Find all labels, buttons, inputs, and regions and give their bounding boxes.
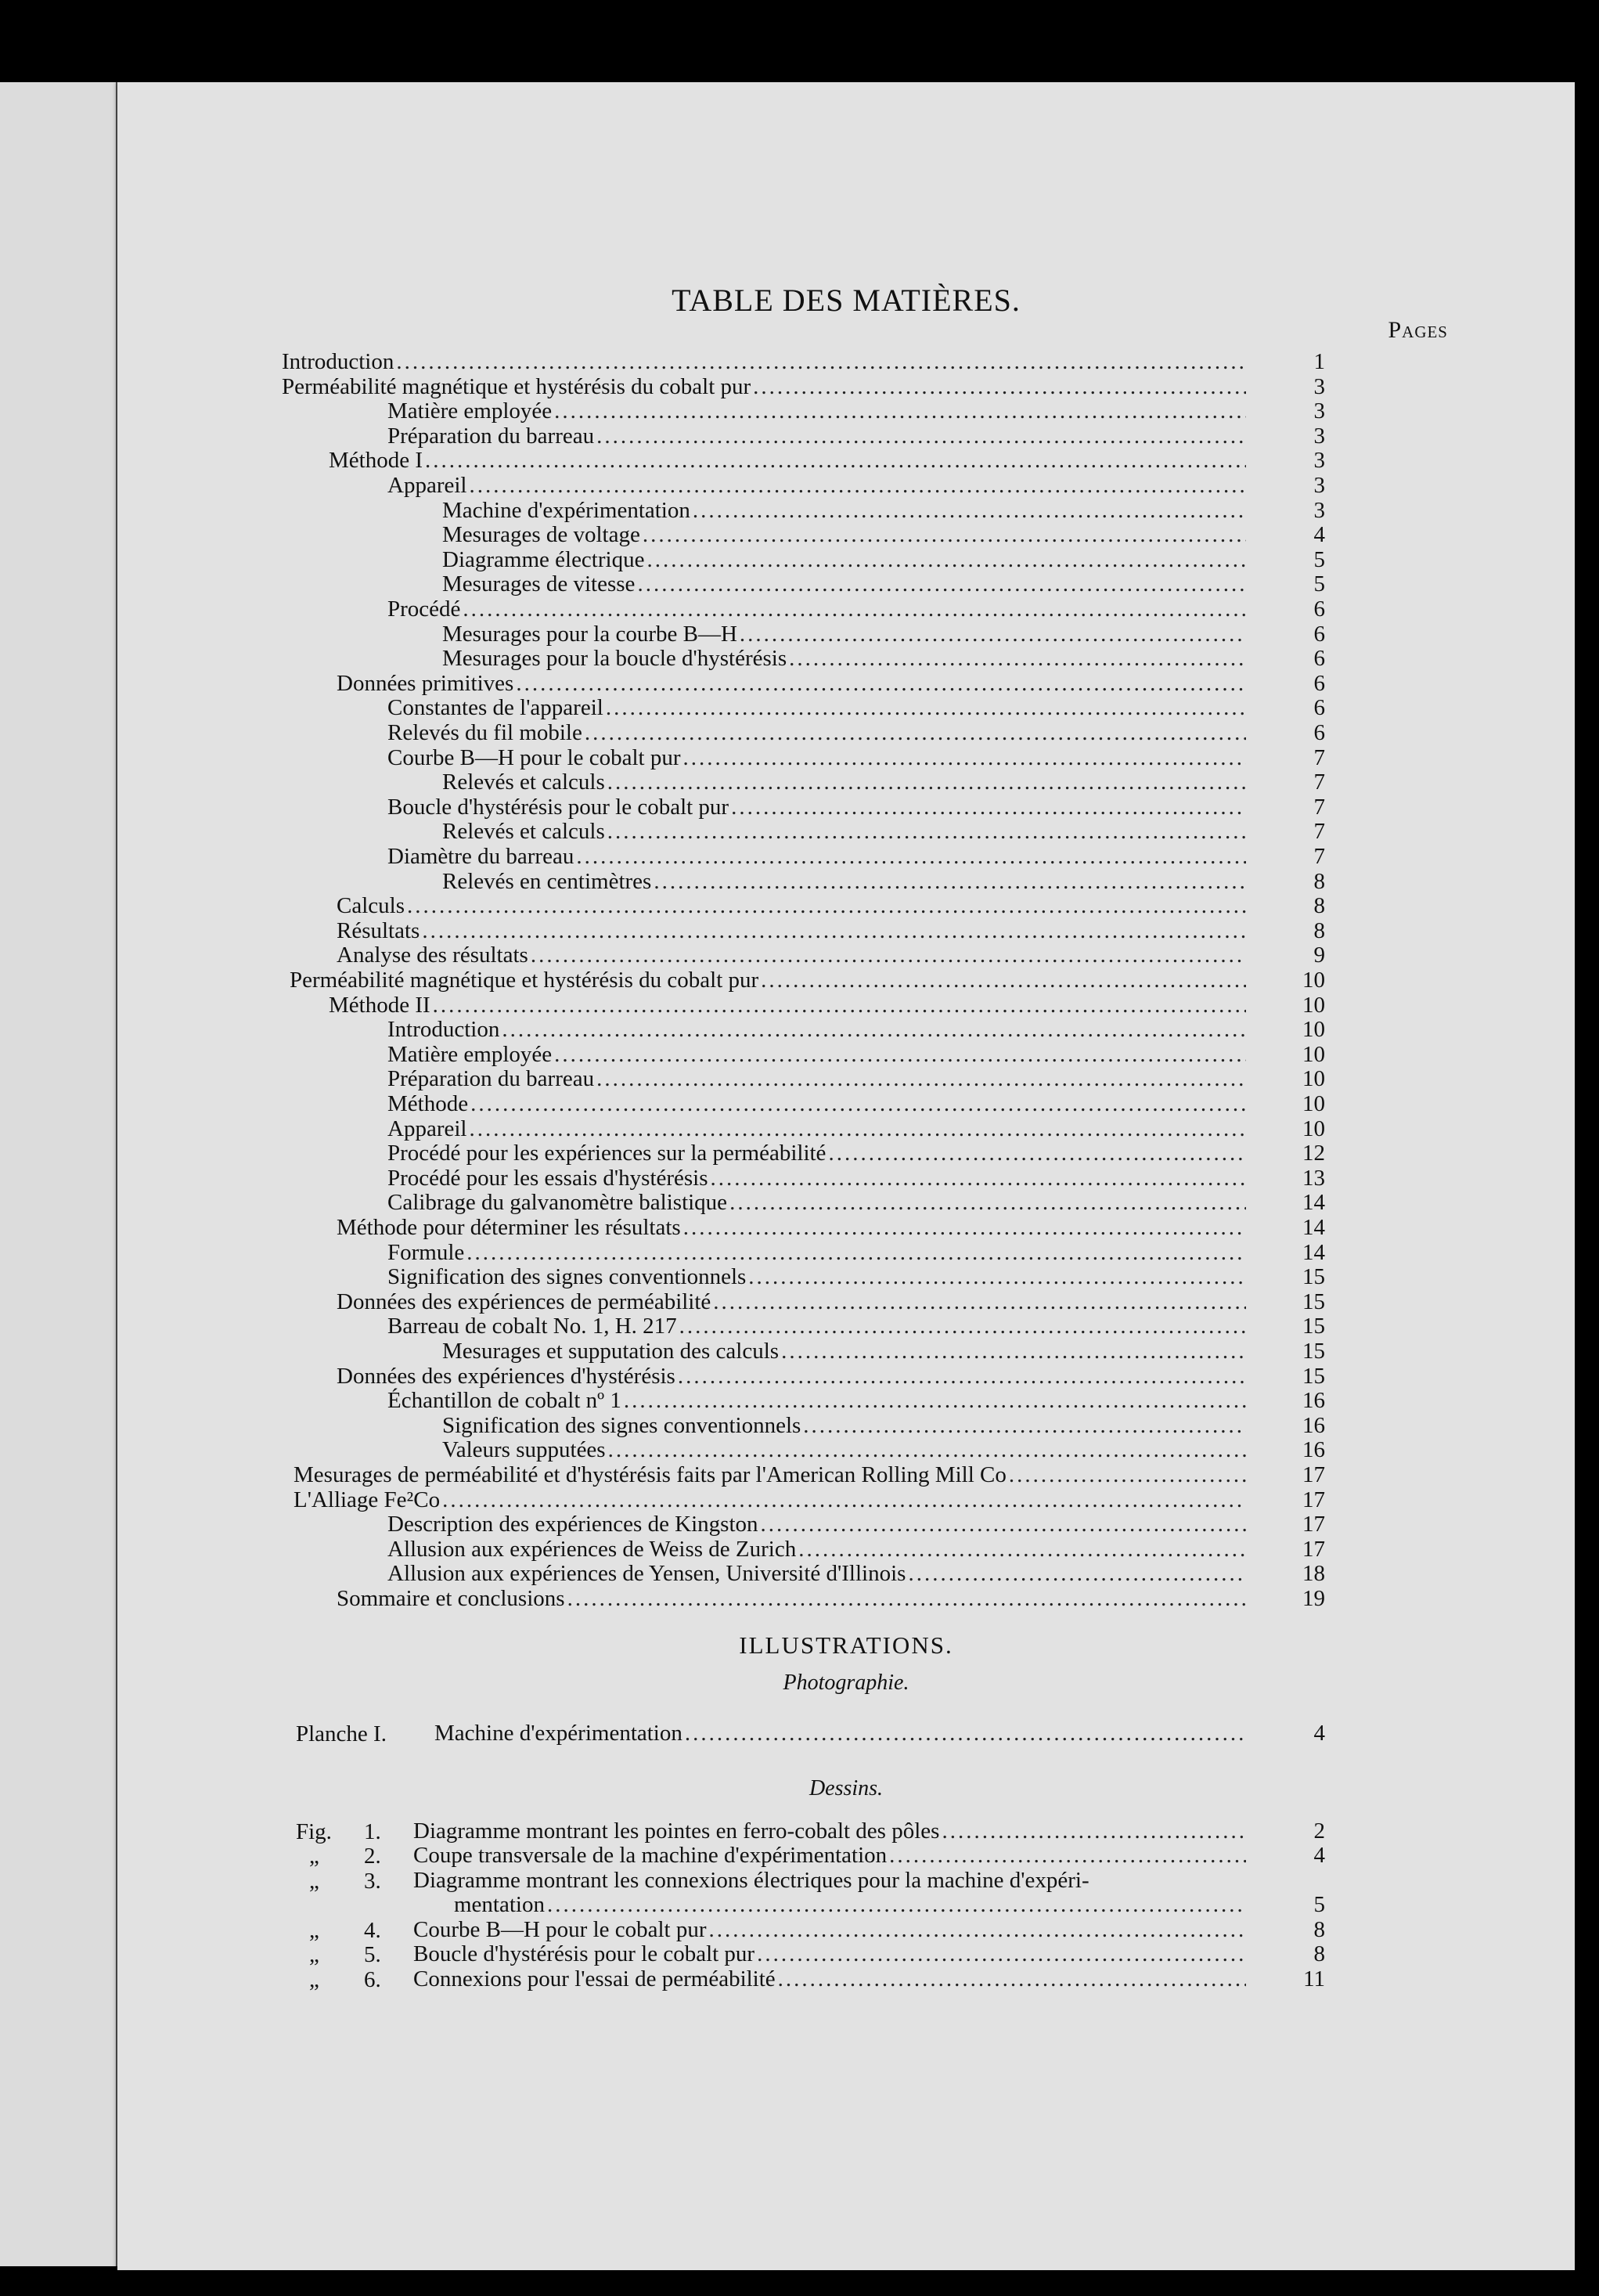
toc-entry	[387, 423, 1325, 449]
dot-leader	[646, 548, 1246, 572]
entry-text: Mesurages et supputation des calculs	[442, 1339, 780, 1364]
toc-entry	[442, 497, 1325, 523]
figure-entry	[413, 1843, 1325, 1869]
dot-leader	[606, 696, 1246, 720]
entry-text: Méthode I	[329, 448, 423, 474]
page-number: 14	[1302, 1239, 1325, 1265]
page-number: 3	[1313, 448, 1325, 474]
toc-entry	[442, 646, 1325, 672]
dot-leader	[828, 1141, 1246, 1166]
entry-text: Relevés et calculs	[442, 819, 605, 845]
toc-entry	[337, 1363, 1325, 1389]
page-number: 10	[1302, 992, 1325, 1018]
entry-text: Préparation du barreau	[387, 1066, 595, 1092]
dot-leader	[396, 350, 1246, 374]
toc-entry	[442, 522, 1325, 548]
toc-entry	[337, 917, 1325, 943]
toc-entry	[387, 844, 1325, 869]
document-page	[117, 82, 1575, 2270]
entry-text: Méthode II	[329, 992, 430, 1018]
dot-leader	[516, 672, 1246, 696]
entry-text: Introduction	[282, 349, 394, 374]
dot-leader	[607, 820, 1246, 844]
entry-text: Diamètre du barreau	[387, 844, 574, 869]
dot-leader	[607, 770, 1246, 795]
entry-text: Calculs	[337, 893, 405, 919]
entry-text: Analyse des résultats	[337, 943, 528, 968]
toc-entry	[442, 868, 1325, 894]
page-number: 17	[1302, 1512, 1325, 1537]
dot-leader	[422, 919, 1246, 943]
entry-text: Données des expériences de perméabilité	[337, 1289, 711, 1314]
toc-entry	[442, 770, 1325, 795]
dot-leader	[463, 597, 1246, 622]
page-number: 14	[1302, 1215, 1325, 1240]
toc-entry	[442, 571, 1325, 597]
page-number: 15	[1302, 1264, 1325, 1290]
dot-leader	[731, 795, 1246, 820]
page-number: 13	[1302, 1165, 1325, 1191]
entry-text: Mesurages de perméabilité et d'hystérésis faits par l'American Rolling Mill Co	[294, 1462, 1007, 1487]
dot-leader	[761, 968, 1246, 993]
figure-entry	[413, 1818, 1325, 1844]
toc-entry	[387, 1066, 1325, 1092]
figure-number: 4.	[364, 1917, 381, 1943]
figure-number: 6.	[364, 1966, 381, 1992]
figure-entry	[413, 1941, 1325, 1967]
entry-text: Signification des signes conventionnels	[387, 1264, 747, 1290]
toc-entry	[337, 1586, 1325, 1611]
entry-text: Calibrage du galvanomètre balistique	[387, 1190, 728, 1216]
figure-number: 2.	[364, 1844, 381, 1869]
toc-entry	[442, 621, 1325, 647]
drawings-subheading: Dessins.	[809, 1775, 884, 1800]
toc-entry	[387, 398, 1325, 424]
toc-entry	[387, 695, 1325, 721]
dot-leader	[547, 1893, 1246, 1917]
toc-entry	[329, 448, 1325, 474]
page-number: 3	[1313, 473, 1325, 498]
entry-text: Procédé	[387, 597, 461, 622]
figure-number: 5.	[364, 1942, 381, 1968]
dot-leader	[608, 1438, 1246, 1462]
toc-entry	[442, 1412, 1325, 1438]
dot-leader	[942, 1819, 1246, 1844]
dot-leader	[789, 647, 1246, 671]
page-number: 17	[1302, 1487, 1325, 1512]
entry-text: Barreau de cobalt No. 1, H. 217	[387, 1314, 677, 1339]
dot-leader	[753, 375, 1246, 399]
dot-leader	[761, 1512, 1246, 1537]
page-number: 15	[1302, 1363, 1325, 1389]
dot-leader	[425, 449, 1246, 473]
dot-leader	[596, 1067, 1246, 1091]
figure-prefix: „	[309, 1868, 319, 1894]
dot-leader	[643, 523, 1246, 547]
page-number: 3	[1313, 423, 1325, 449]
figure-prefix: Fig.	[296, 1818, 332, 1844]
page-number: 1	[1313, 349, 1325, 374]
page-number: 4	[1313, 1720, 1325, 1746]
toc-entry	[282, 349, 1325, 374]
figure-prefix: „	[309, 1844, 319, 1869]
dot-leader	[469, 1117, 1246, 1141]
entry-text: Relevés en centimètres	[442, 868, 652, 894]
entry-text: Mesurages de voltage	[442, 522, 640, 548]
toc-entry	[387, 1165, 1325, 1191]
entry-text: Machine d'expérimentation	[434, 1720, 682, 1746]
entry-text: Allusion aux expériences de Weiss de Zurich	[387, 1536, 797, 1562]
figure-number: 1.	[364, 1818, 381, 1844]
page-number: 7	[1313, 744, 1325, 770]
toc-entry	[387, 1388, 1325, 1414]
dot-leader	[470, 1092, 1246, 1116]
entry-text: Données primitives	[337, 670, 514, 696]
entry-text: Diagramme montrant les connexions électriques pour la machine d'expéri-	[413, 1867, 1089, 1893]
dot-leader	[803, 1414, 1246, 1438]
page-number: 6	[1313, 695, 1325, 721]
facing-page-edge	[0, 82, 118, 2266]
illustrations-heading: ILLUSTRATIONS.	[739, 1631, 953, 1659]
entry-text: Préparation du barreau	[387, 423, 595, 449]
entry-text: Données des expériences d'hystérésis	[337, 1363, 675, 1389]
entry-text: Signification des signes conventionnels	[442, 1412, 801, 1438]
dot-leader	[502, 1018, 1246, 1042]
toc-entry	[387, 1041, 1325, 1067]
toc-entry	[387, 597, 1325, 622]
toc-entry	[337, 670, 1325, 696]
page-number: 4	[1313, 522, 1325, 548]
entry-text: Sommaire et conclusions	[337, 1586, 565, 1611]
entry-text: Mesurages pour la courbe B—H	[442, 621, 737, 647]
toc-entry	[442, 1339, 1325, 1364]
entry-text: Procédé pour les essais d'hystérésis	[387, 1165, 708, 1191]
entry-text: Connexions pour l'essai de perméabilité	[413, 1966, 776, 1991]
entry-text: Procédé pour les expériences sur la perméabilité	[387, 1141, 827, 1166]
dot-leader	[798, 1537, 1246, 1562]
page-number: 8	[1313, 1916, 1325, 1942]
dot-leader	[713, 1290, 1246, 1314]
toc-entry	[387, 473, 1325, 498]
entry-text: mentation	[454, 1892, 545, 1918]
dot-leader	[757, 1942, 1246, 1966]
page-number: 8	[1313, 868, 1325, 894]
entry-text: Méthode	[387, 1091, 469, 1116]
page-number: 16	[1302, 1437, 1325, 1463]
entry-text: Coupe transversale de la machine d'expérimentation	[413, 1843, 888, 1869]
page-number: 6	[1313, 670, 1325, 696]
entry-text: Introduction	[387, 1017, 500, 1043]
figure-number: 3.	[364, 1868, 381, 1894]
page-number: 10	[1302, 968, 1325, 993]
page-number: 16	[1302, 1388, 1325, 1414]
page-number: 5	[1313, 571, 1325, 597]
entry-text: Constantes de l'appareil	[387, 695, 603, 721]
figure-entry	[413, 1869, 1251, 1893]
toc-entry	[337, 1215, 1325, 1240]
entry-text: Perméabilité magnétique et hystérésis du cobalt pur	[290, 968, 759, 993]
dot-leader	[683, 1216, 1246, 1240]
page-number: 3	[1313, 373, 1325, 399]
dot-leader	[1009, 1463, 1246, 1487]
figure-entry	[454, 1892, 1325, 1918]
page-number: 5	[1313, 546, 1325, 572]
page-number: 19	[1302, 1586, 1325, 1611]
page-number: 10	[1302, 1017, 1325, 1043]
dot-leader	[748, 1265, 1246, 1289]
dot-leader	[624, 1389, 1246, 1413]
entry-text: Boucle d'hystérésis pour le cobalt pur	[413, 1941, 755, 1967]
page-number: 15	[1302, 1314, 1325, 1339]
page-number: 6	[1313, 646, 1325, 672]
page-number: 7	[1313, 770, 1325, 795]
toc-entry	[442, 546, 1325, 572]
figure-entry	[413, 1916, 1325, 1942]
entry-text: Échantillon de cobalt nº 1	[387, 1388, 621, 1414]
dot-leader	[693, 499, 1246, 523]
page-number: 18	[1302, 1561, 1325, 1587]
toc-entry	[387, 1017, 1325, 1043]
entry-text: Diagramme montrant les pointes en ferro-cobalt des pôles	[413, 1818, 940, 1844]
dot-leader	[685, 1721, 1246, 1746]
page-number: 10	[1302, 1116, 1325, 1141]
plate-row	[434, 1720, 1325, 1746]
toc-entry	[294, 1462, 1325, 1487]
entry-text: Mesurages pour la boucle d'hystérésis	[442, 646, 787, 672]
entry-text: Boucle d'hystérésis pour le cobalt pur	[387, 794, 729, 820]
dot-leader	[596, 424, 1246, 449]
plate-label: Planche I.	[296, 1721, 387, 1746]
toc-entry	[337, 893, 1325, 919]
entry-text: Matière employée	[387, 1041, 553, 1067]
page-number: 17	[1302, 1462, 1325, 1487]
toc-entry	[387, 794, 1325, 820]
entry-text: Perméabilité magnétique et hystérésis du cobalt pur	[282, 373, 751, 399]
page-number: 17	[1302, 1536, 1325, 1562]
dot-leader	[679, 1314, 1246, 1339]
dot-leader	[709, 1918, 1246, 1942]
toc-entry	[337, 943, 1325, 968]
dot-leader	[678, 1364, 1246, 1389]
entry-text: Mesurages de vitesse	[442, 571, 636, 597]
toc-entry	[387, 1190, 1325, 1216]
dot-leader	[433, 993, 1246, 1018]
page-number: 9	[1313, 943, 1325, 968]
page-number: 11	[1303, 1966, 1325, 1991]
toc-entry	[337, 1289, 1325, 1314]
entry-text: L'Alliage Fe²Co	[294, 1487, 441, 1512]
dot-leader	[637, 572, 1246, 597]
dot-leader	[567, 1587, 1246, 1611]
entry-text: Formule	[387, 1239, 465, 1265]
toc-entry	[387, 744, 1325, 770]
page-number: 3	[1313, 398, 1325, 424]
toc-entry	[387, 1141, 1325, 1166]
entry-text: Machine d'expérimentation	[442, 497, 690, 523]
entry-text: Allusion aux expériences de Yensen, Université d'Illinois	[387, 1561, 906, 1587]
page-number: 5	[1313, 1892, 1325, 1918]
toc-entry	[387, 1091, 1325, 1116]
page-number: 10	[1302, 1066, 1325, 1092]
page-number: 6	[1313, 720, 1325, 745]
page-number: 15	[1302, 1339, 1325, 1364]
dot-leader	[531, 943, 1246, 968]
page-number: 8	[1313, 1941, 1325, 1967]
page-number: 10	[1302, 1041, 1325, 1067]
page-title: TABLE DES MATIÈRES.	[672, 283, 1021, 318]
toc-entry	[387, 1561, 1325, 1587]
dot-leader	[778, 1967, 1246, 1991]
page-number: 8	[1313, 893, 1325, 919]
entry-text: Appareil	[387, 1116, 467, 1141]
page-number: 6	[1313, 597, 1325, 622]
toc-entry	[282, 373, 1325, 399]
entry-text: Courbe B—H pour le cobalt pur	[387, 744, 681, 770]
toc-entry	[387, 1239, 1325, 1265]
entry-text: Courbe B—H pour le cobalt pur	[413, 1916, 707, 1942]
entry-text: Valeurs supputées	[442, 1437, 606, 1463]
figure-prefix: „	[309, 1966, 319, 1992]
page-number: 12	[1302, 1141, 1325, 1166]
toc-entry	[387, 1116, 1325, 1141]
dot-leader	[889, 1844, 1246, 1868]
entry-text: Matière employée	[387, 398, 553, 424]
figure-prefix: „	[309, 1917, 319, 1943]
dot-leader	[781, 1339, 1246, 1364]
entry-text: Appareil	[387, 473, 467, 498]
page-number: 15	[1302, 1289, 1325, 1314]
entry-text: Méthode pour déterminer les résultats	[337, 1215, 681, 1240]
dot-leader	[585, 721, 1246, 745]
figure-entry	[413, 1966, 1325, 1991]
dot-leader	[466, 1241, 1246, 1265]
toc-entry	[387, 1264, 1325, 1290]
figure-prefix: „	[309, 1942, 319, 1968]
toc-entry	[329, 992, 1325, 1018]
dot-leader	[554, 399, 1246, 424]
dot-leader	[576, 845, 1246, 869]
dot-leader	[740, 622, 1246, 647]
dot-leader	[442, 1488, 1246, 1512]
page-number: 14	[1302, 1190, 1325, 1216]
dot-leader	[729, 1191, 1246, 1215]
page-number: 4	[1313, 1843, 1325, 1869]
dot-leader	[469, 474, 1246, 498]
dot-leader	[554, 1043, 1246, 1067]
toc-entry	[442, 1437, 1325, 1463]
toc-entry	[442, 819, 1325, 845]
page-number: 16	[1302, 1412, 1325, 1438]
page-number: 6	[1313, 621, 1325, 647]
entry-text: Description des expériences de Kingston	[387, 1512, 758, 1537]
toc-entry	[387, 720, 1325, 745]
dot-leader	[711, 1166, 1246, 1191]
entry-text: Diagramme électrique	[442, 546, 645, 572]
page-number: 7	[1313, 819, 1325, 845]
toc-entry	[294, 1487, 1325, 1512]
page-number: 7	[1313, 844, 1325, 869]
entry-text: Relevés du fil mobile	[387, 720, 582, 745]
dot-leader	[407, 894, 1246, 918]
entry-text: Relevés et calculs	[442, 770, 605, 795]
dot-leader	[683, 746, 1246, 770]
toc-entry	[290, 968, 1325, 993]
page-number: 8	[1313, 917, 1325, 943]
photography-subheading: Photographie.	[783, 1670, 909, 1695]
page-number: 10	[1302, 1091, 1325, 1116]
page-number: 7	[1313, 794, 1325, 820]
toc-entry	[387, 1314, 1325, 1339]
pages-column-label: Pages	[1388, 317, 1448, 343]
dot-leader	[654, 870, 1246, 894]
entry-text: Résultats	[337, 917, 420, 943]
toc-entry	[387, 1536, 1325, 1562]
page-number: 3	[1313, 497, 1325, 523]
page-number: 2	[1313, 1818, 1325, 1844]
toc-entry	[387, 1512, 1325, 1537]
dot-leader	[908, 1562, 1246, 1586]
